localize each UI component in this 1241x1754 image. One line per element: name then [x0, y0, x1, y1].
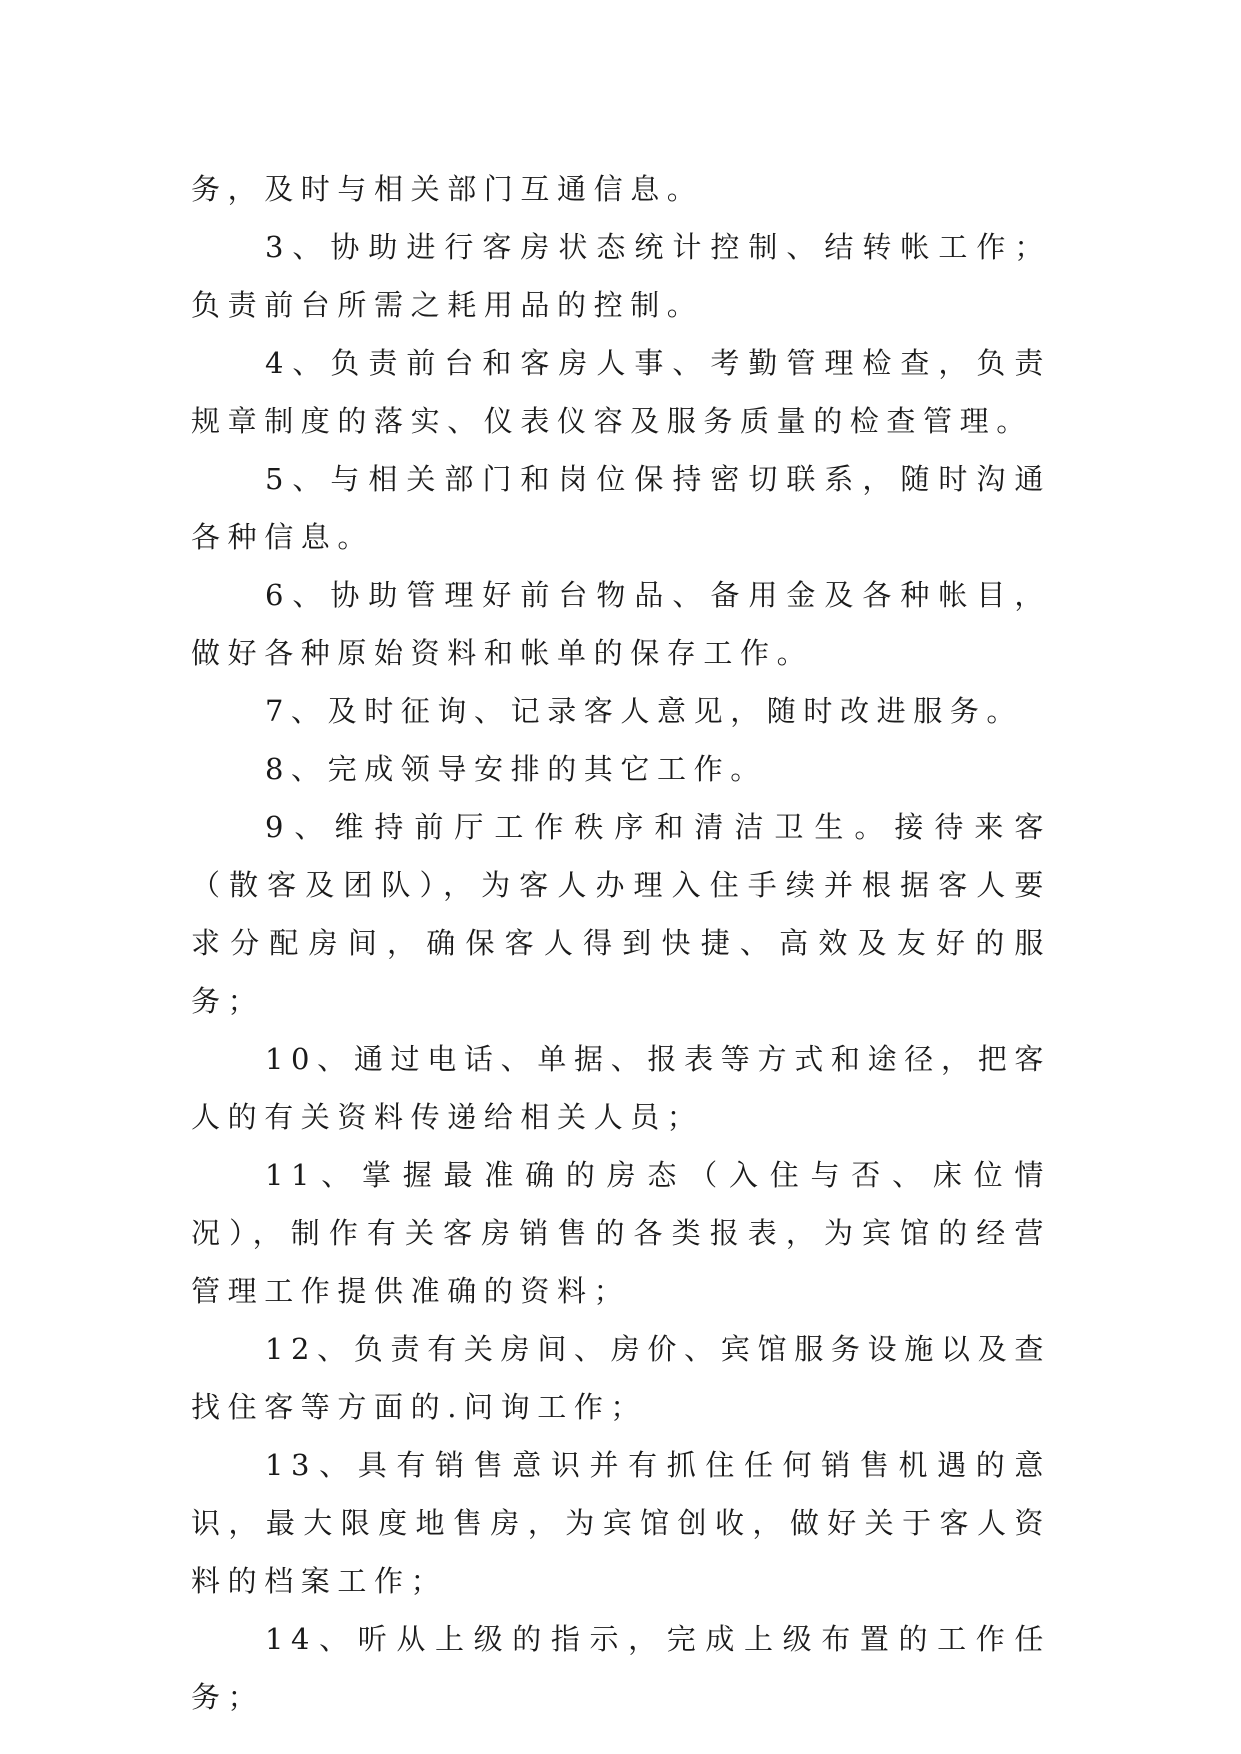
- paragraph-item-13: 13、具有销售意识并有抓住任何销售机遇的意识，最大限度地售房，为宾馆创收，做好关于客人资料的档案工作；: [191, 1448, 1051, 1598]
- paragraph-item-8: 8、完成领导安排的其它工作。: [264, 752, 767, 786]
- paragraph-item-7: 7、及时征询、记录客人意见，随时改进服务。: [264, 694, 1023, 728]
- paragraph-item-9: 9、维持前厅工作秩序和清洁卫生。接待来客（散客及团队），为客人办理入住手续并根据客人要求分配房间，确保客人得到快捷、高效及友好的服务；: [191, 810, 1051, 1018]
- paragraph-item-3: 3、协助进行客房状态统计控制、结转帐工作；负责前台所需之耗用品的控制。: [191, 230, 1051, 322]
- paragraph-continuation: 务，及时与相关部门互通信息。: [191, 172, 704, 206]
- paragraph-item-10: 10、通过电话、单据、报表等方式和途径，把客人的有关资料传递给相关人员；: [191, 1042, 1051, 1134]
- document-body: [191, 160, 1051, 1726]
- paragraph-item-14: 14、听从上级的指示，完成上级布置的工作任务；: [191, 1622, 1051, 1714]
- paragraph-item-4: 4、负责前台和客房人事、考勤管理检查，负责规章制度的落实、仪表仪容及服务质量的检查管理。: [191, 346, 1051, 438]
- paragraph-item-5: 5、与相关部门和岗位保持密切联系，随时沟通各种信息。: [191, 462, 1051, 554]
- paragraph-item-11: 11、掌握最准确的房态（入住与否、床位情况），制作有关客房销售的各类报表，为宾馆的经营管理工作提供准确的资料；: [191, 1158, 1051, 1308]
- paragraph-item-12: 12、负责有关房间、房价、宾馆服务设施以及查找住客等方面的.问询工作；: [191, 1332, 1051, 1424]
- paragraph-item-6: 6、协助管理好前台物品、备用金及各种帐目，做好各种原始资料和帐单的保存工作。: [191, 578, 1051, 670]
